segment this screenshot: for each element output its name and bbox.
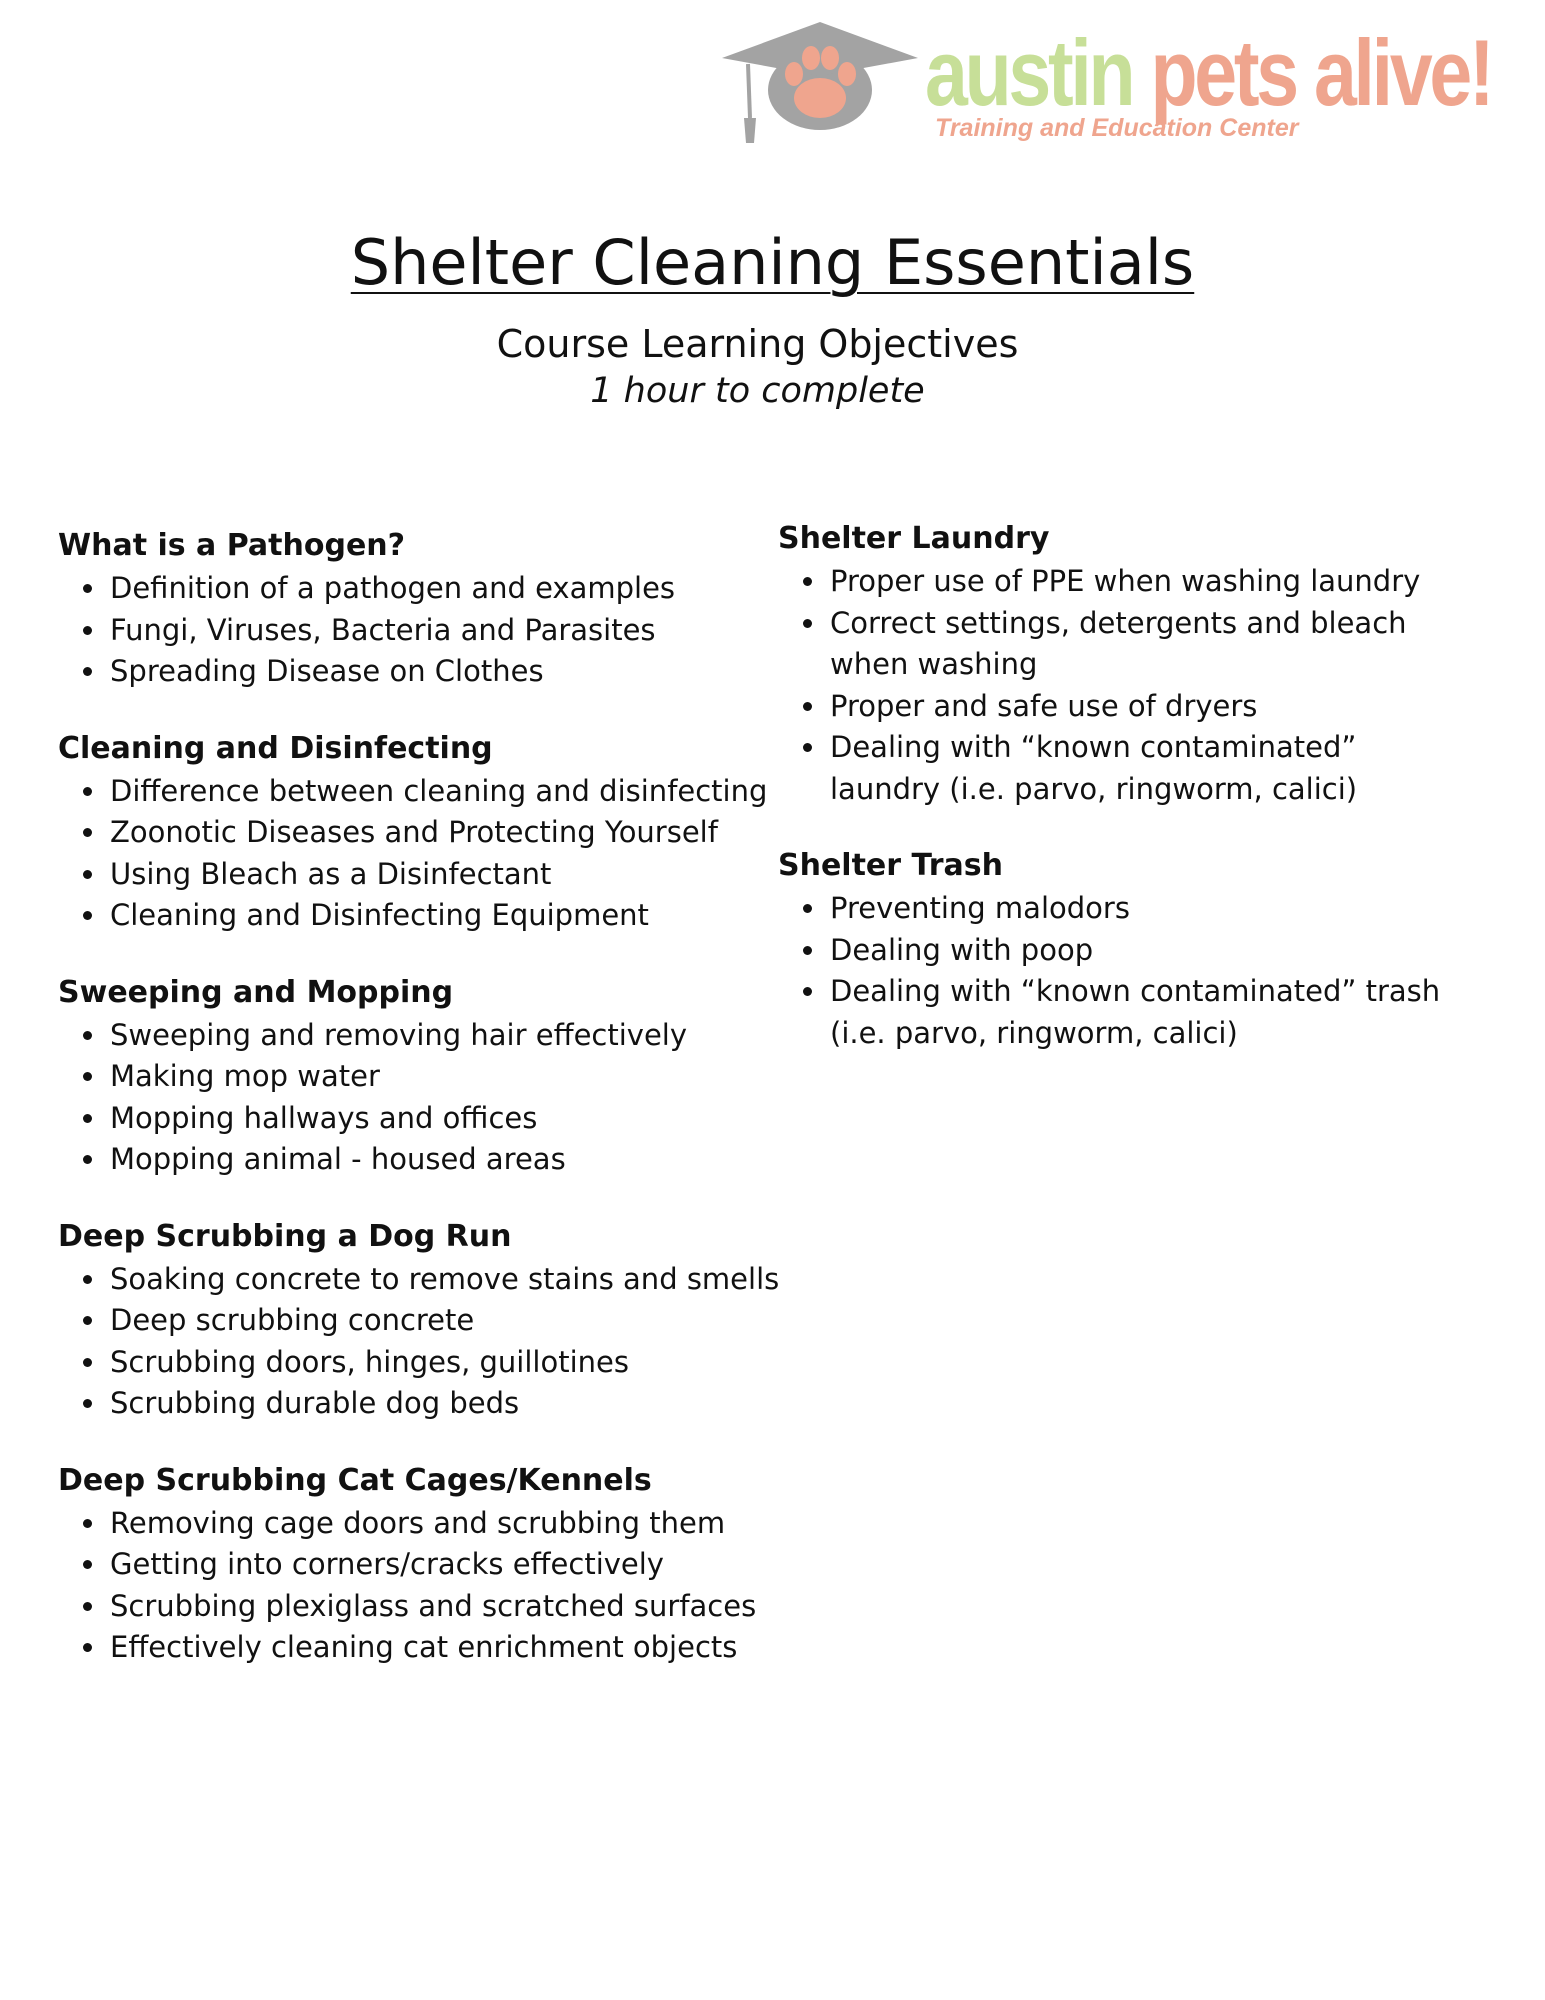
objective-list	[58, 771, 798, 937]
section-heading: Deep Scrubbing a Dog Run	[58, 1218, 512, 1254]
list-item: • Sweeping and removing hair effectively	[108, 1015, 798, 1057]
left-column	[58, 524, 798, 1703]
list-item: • Deep scrubbing concrete	[108, 1300, 798, 1342]
section-trash	[778, 844, 1518, 1054]
list-item: • Difference between cleaning and disinfecting	[108, 771, 798, 813]
list-item: • Dealing with “known contaminated” trash (i.e. parvo, ringworm, calici)	[828, 971, 1470, 1054]
list-item: • Correct settings, detergents and bleach when washing	[828, 603, 1470, 686]
list-item: • Definition of a pathogen and examples	[108, 568, 798, 610]
objective-list	[58, 1015, 798, 1181]
list-item: • Spreading Disease on Clothes	[108, 651, 798, 693]
logo-tagline: Training and Education Center	[935, 114, 1299, 142]
section-sweeping-mopping	[58, 971, 798, 1181]
list-item: • Using Bleach as a Disinfectant	[108, 854, 798, 896]
objective-list	[778, 888, 1518, 1054]
right-column	[778, 517, 1518, 1088]
logo-wordmark-pets-alive: pets alive!	[1132, 20, 1492, 125]
section-heading: Deep Scrubbing Cat Cages/Kennels	[58, 1462, 652, 1498]
list-item: • Getting into corners/cracks effectively	[108, 1544, 798, 1586]
section-heading: Sweeping and Mopping	[58, 974, 454, 1010]
section-laundry	[778, 517, 1518, 810]
list-item: • Dealing with poop	[828, 930, 1470, 972]
page-title: Shelter Cleaning Essentials	[350, 226, 1195, 299]
list-item: • Dealing with “known contaminated” laundry (i.e. parvo, ringworm, calici)	[828, 727, 1470, 810]
page-subtitle: Course Learning Objectives	[496, 322, 1019, 366]
list-item: • Scrubbing durable dog beds	[108, 1383, 798, 1425]
logo-wordmark-austin: austin	[925, 20, 1133, 125]
list-item: • Mopping hallways and offices	[108, 1098, 798, 1140]
objective-list	[58, 1503, 798, 1669]
list-item: • Proper use of PPE when washing laundry	[828, 561, 1470, 603]
list-item: • Cleaning and Disinfecting Equipment	[108, 895, 798, 937]
section-dog-run	[58, 1215, 798, 1425]
list-item: • Mopping animal - housed areas	[108, 1139, 798, 1181]
section-heading: Cleaning and Disinfecting	[58, 730, 493, 766]
section-heading: What is a Pathogen?	[58, 528, 406, 563]
section-heading: Shelter Trash	[778, 848, 1003, 883]
list-item: • Soaking concrete to remove stains and smells	[108, 1259, 798, 1301]
list-item: • Scrubbing doors, hinges, guillotines	[108, 1342, 798, 1384]
course-duration: 1 hour to complete	[590, 371, 925, 411]
list-item: • Proper and safe use of dryers	[828, 686, 1470, 728]
section-pathogen	[58, 524, 798, 693]
logo	[720, 18, 1520, 158]
objective-list	[58, 568, 798, 693]
logo-wordmark	[925, 20, 1492, 125]
graduation-cap-paw-icon	[720, 18, 920, 148]
list-item: • Effectively cleaning cat enrichment objects	[108, 1627, 798, 1669]
objective-list	[58, 1259, 798, 1425]
list-item: • Removing cage doors and scrubbing them	[108, 1503, 798, 1545]
list-item: • Scrubbing plexiglass and scratched surfaces	[108, 1586, 798, 1628]
section-heading: Shelter Laundry	[778, 521, 1050, 556]
section-cleaning-disinfecting	[58, 727, 798, 937]
objective-list	[778, 561, 1518, 810]
list-item: • Zoonotic Diseases and Protecting Yourself	[108, 812, 798, 854]
list-item: • Fungi, Viruses, Bacteria and Parasites	[108, 610, 798, 652]
list-item: • Making mop water	[108, 1056, 798, 1098]
list-item: • Preventing malodors	[828, 888, 1470, 930]
section-cat-cages	[58, 1459, 798, 1669]
